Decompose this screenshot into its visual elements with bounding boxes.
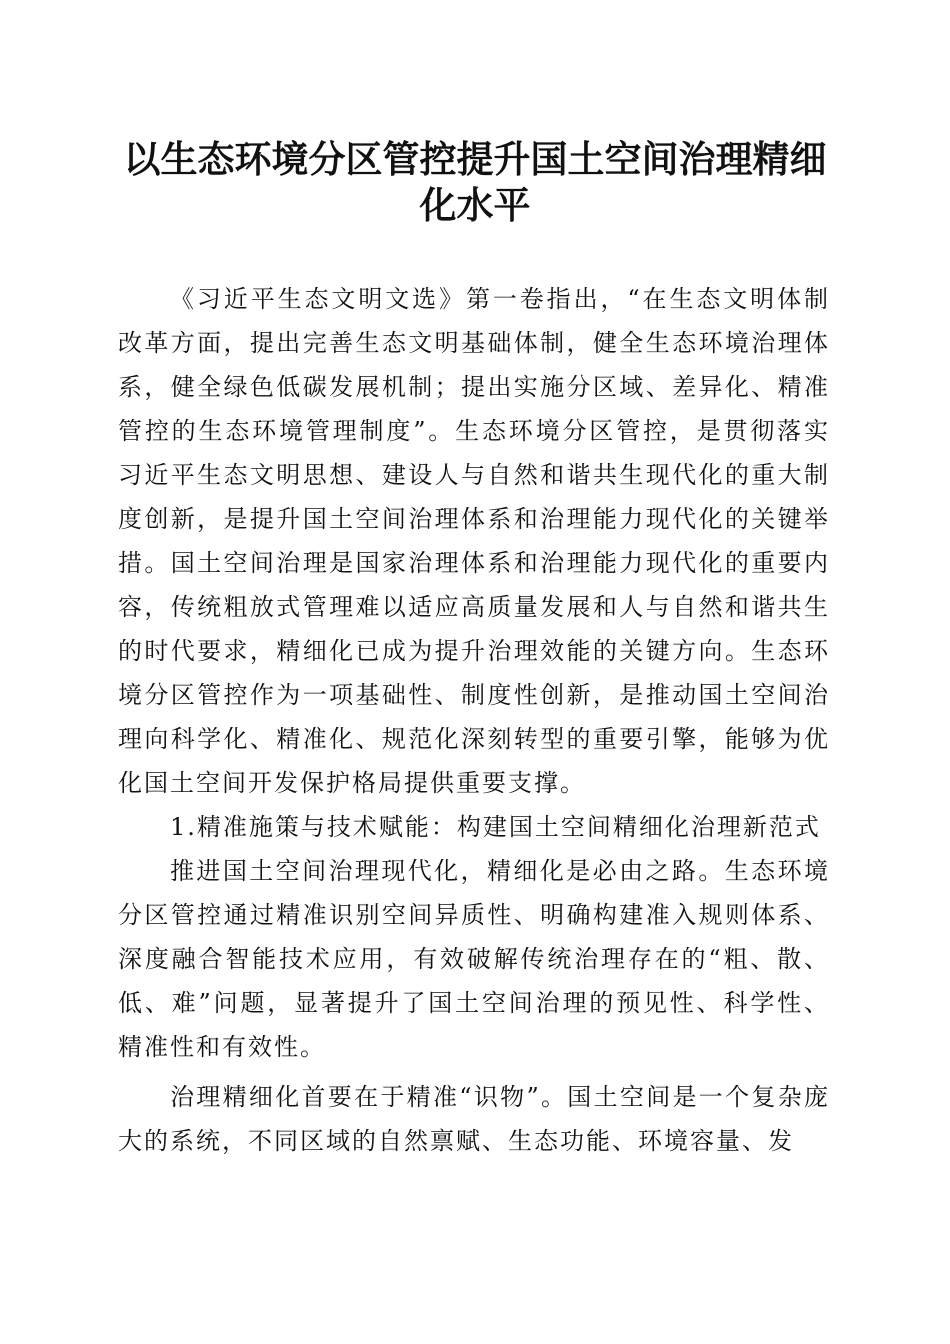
section-heading-1: 1.精准施策与技术赋能：构建国土空间精细化治理新范式: [170, 813, 821, 841]
paragraph-precise-identification: 治理精细化首要在于精准“识物”。国土空间是一个复杂庞大的系统，不同区域的自然禀赋、生态功能、环境容量、发: [118, 1083, 830, 1155]
document-title: 以生态环境分区管控提升国土空间治理精细化水平: [123, 137, 827, 227]
document-body: [118, 277, 830, 1163]
paragraph-section-1-intro: 推进国土空间治理现代化，精细化是必由之路。生态环境分区管控通过精准识别空间异质性、明确构建准入规则体系、深度融合智能技术应用，有效破解传统治理存在的“粗、散、低、难”问题，显著提升了国土空间治理的预见性、科学性、精准性和有效性。: [118, 857, 830, 1061]
paragraph-intro: 《习近平生态文明文选》第一卷指出，“在生态文明体制改革方面，提出完善生态文明基础体制，健全生态环境治理体系，健全绿色低碳发展机制；提出实施分区域、差异化、精准管控的生态环境管理制度”。生态环境分区管控，是贯彻落实习近平生态文明思想、建设人与自然和谐共生现代化的重大制度创新，是提升国土空间治理体系和治理能力现代化的关键举措。国土空间治理是国家治理体系和治理能力现代化的重要内容，传统粗放式管理难以适应高质量发展和人与自然和谐共生的时代要求，精细化已成为提升治理效能的关键方向。生态环境分区管控作为一项基础性、制度性创新，是推动国土空间治理向科学化、精准化、规范化深刻转型的重要引擎，能够为优化国土空间开发保护格局提供重要支撑。: [118, 285, 830, 797]
